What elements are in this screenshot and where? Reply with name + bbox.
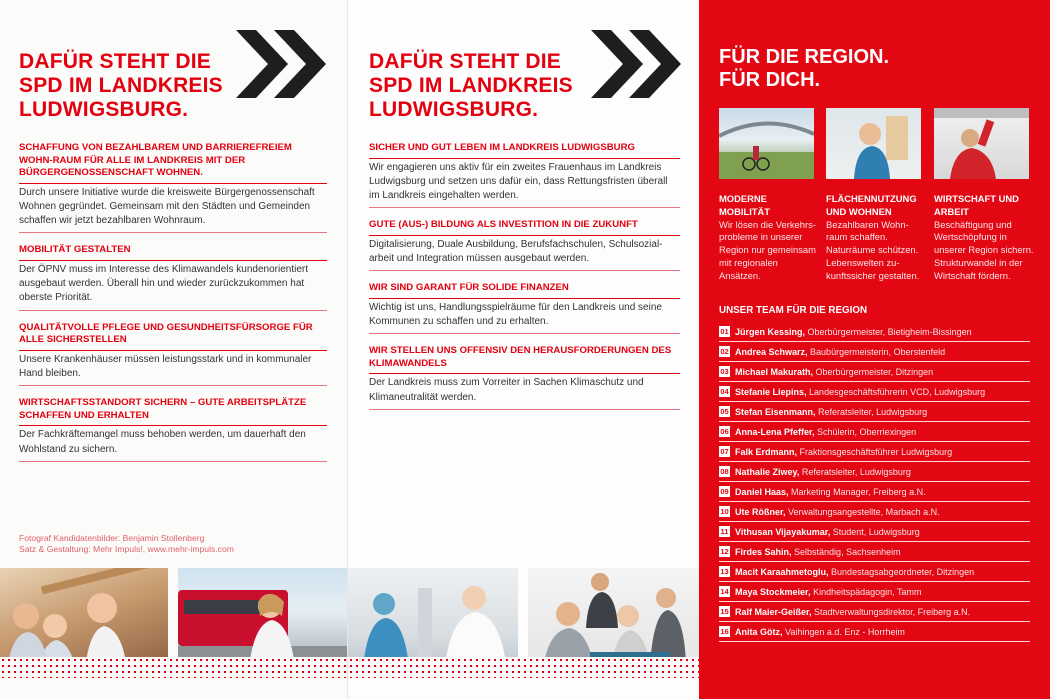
member-name: Falk Erdmann,: [735, 446, 798, 457]
section-body: Der Landkreis muss zum Vorreiter in Sachen Klimaschutz und Klimaneutralität werden.: [369, 374, 680, 409]
member-number-badge: 11: [720, 527, 729, 536]
topic-housing: [826, 193, 926, 283]
member-role: Landesgeschäftsführerin VCD, Ludwigsburg: [809, 386, 986, 397]
member-name: Jürgen Kessing,: [735, 326, 806, 337]
credits: [19, 533, 234, 555]
right-panel: [699, 0, 1050, 699]
member-name: Stefanie Liepins,: [735, 386, 807, 397]
member-number-badge: 08: [720, 467, 729, 476]
work-photo: [934, 108, 1029, 179]
bridge-cyclist-illustration: [719, 108, 814, 179]
middle-photo-strip: [348, 568, 699, 678]
team-member: [719, 362, 1030, 382]
policy-section: [369, 345, 680, 410]
topic-body: Wir lösen die Verkehrs-probleme in unserer Region nur gemeinsam mit regionalen Ansätzen.: [719, 218, 816, 281]
member-name: Andrea Schwarz,: [735, 346, 808, 357]
dot-pattern: [348, 657, 699, 678]
child-illustration: [826, 108, 921, 179]
member-number-badge: 04: [720, 387, 729, 396]
left-photo-strip: [0, 568, 347, 678]
team-member: [719, 502, 1030, 522]
team-member: [719, 522, 1030, 542]
section-body: Der Fachkräftemangel muss behoben werden, um dauerhaft den Wohlstand zu sichern.: [19, 426, 327, 461]
topic-title: WIRTSCHAFT UND ARBEIT: [934, 193, 1019, 217]
section-title: SICHER UND GUT LEBEN IM LANDKREIS LUDWIGSBURG: [369, 142, 680, 159]
member-number-badge: 10: [720, 507, 729, 516]
member-name: Vithusan Vijayakumar,: [735, 526, 831, 537]
headline-line: DAFÜR STEHT DIE: [19, 50, 211, 73]
member-number-badge: 01: [720, 327, 729, 336]
section-title: GUTE (AUS-) BILDUNG ALS INVESTITION IN DIE ZUKUNFT: [369, 219, 680, 236]
policy-section: [369, 142, 680, 208]
section-title: MOBILITÄT GESTALTEN: [19, 244, 327, 261]
headline-line: LUDWIGSBURG.: [19, 98, 189, 121]
section-title: WIRTSCHAFTSSTANDORT SICHERN – GUTE ARBEITSPLÄTZE SCHAFFEN UND ERHALTEN: [19, 397, 327, 426]
team-member: [719, 342, 1030, 362]
left-sections: [19, 142, 327, 473]
topic-body: Bezahlbaren Wohn-raum schaffen. Naturräume schützen. Lebenswelten zu-kunftssicher gestalten.: [826, 218, 920, 281]
team-member: [719, 582, 1030, 602]
middle-panel: [347, 0, 699, 699]
member-name: Michael Makurath,: [735, 366, 814, 377]
member-name: Firdes Sahin,: [735, 546, 792, 557]
team-member: [719, 602, 1030, 622]
member-role: Verwaltungsangestellte, Marbach a.N.: [788, 506, 940, 517]
section-title: SCHAFFUNG VON BEZAHLBAREM UND BARRIEREFREIEM WOHN-RAUM FÜR ALLE IM LANDKREIS MIT DER BÜRGERGENOSSENSCHAFT WOHNEN.: [19, 142, 327, 184]
member-name: Stefan Eisenmann,: [735, 406, 816, 417]
mobility-photo: [719, 108, 814, 179]
left-panel: [0, 0, 347, 699]
section-body: Durch unsere Initiative wurde die kreisweite Bürgergenossenschaft Wohnen gegründet. Gemeinsam mit den Städten und Gemeinden schaffen wir jetzt bezahlbaren Wohnraum.: [19, 184, 327, 234]
member-number-badge: 02: [720, 347, 729, 356]
team-member: [719, 482, 1030, 502]
member-number-badge: 07: [720, 447, 729, 456]
topic-title: MODERNE MOBILITÄT: [719, 193, 771, 217]
policy-section: [369, 282, 680, 334]
member-role: Selbständig, Sachsenheim: [794, 546, 901, 557]
team-member: [719, 542, 1030, 562]
team-member: [719, 622, 1030, 642]
member-role: Marketing Manager, Freiberg a.N.: [791, 486, 926, 497]
photographer-credit: Fotograf Kandidatenbilder: Benjamin Stollenberg: [19, 533, 205, 543]
member-role: Schülerin, Oberriexingen: [817, 426, 917, 437]
section-title: WIR SIND GARANT FÜR SOLIDE FINANZEN: [369, 282, 680, 299]
member-number-badge: 15: [720, 607, 729, 616]
member-number-badge: 13: [720, 567, 729, 576]
member-number-badge: 03: [720, 367, 729, 376]
member-role: Kindheitspädagogin, Tamm: [813, 586, 922, 597]
team-member: [719, 422, 1030, 442]
team-list: [719, 322, 1030, 642]
member-number-badge: 05: [720, 407, 729, 416]
member-role: Vaihingen a.d. Enz - Horrheim: [785, 626, 905, 637]
middle-headline: [369, 50, 573, 122]
topic-title: FLÄCHENNUTZUNG UND WOHNEN: [826, 193, 917, 217]
team-member: [719, 382, 1030, 402]
section-body: Wichtig ist uns, Handlungsspielräume für den Landkreis und seine Kommunen zu schaffen und zu erhalten.: [369, 299, 680, 334]
member-role: Bundestagsabgeordneter, Ditzingen: [831, 566, 975, 577]
member-number-badge: 16: [720, 627, 729, 636]
headline-line: FÜR DIE REGION.: [719, 46, 890, 68]
member-number-badge: 12: [720, 547, 729, 556]
member-name: Anna-Lena Pfeffer,: [735, 426, 815, 437]
middle-sections: [369, 142, 680, 421]
headline-line: FÜR DICH.: [719, 69, 821, 91]
dot-pattern: [0, 657, 347, 678]
section-body: Unsere Krankenhäuser müssen leistungsstark und in kommunaler Hand bleiben.: [19, 351, 327, 386]
section-body: Digitalisierung, Duale Ausbildung, Berufsfachschulen, Schulsozial-arbeit und Integration müssen ausgebaut werden.: [369, 236, 680, 271]
right-headline: [719, 46, 889, 92]
member-role: Student, Ludwigsburg: [832, 526, 920, 537]
member-role: Stadtverwaltungsdirektor, Freiberg a.N.: [814, 606, 971, 617]
member-name: Nathalie Ziwey,: [735, 466, 800, 477]
section-title: QUALITÄTVOLLE PFLEGE UND GESUNDHEITSFÜRSORGE FÜR ALLE SICHERSTELLEN: [19, 322, 327, 351]
member-role: Referatsleiter, Ludwigsburg: [818, 406, 928, 417]
member-number-badge: 09: [720, 487, 729, 496]
team-member: [719, 462, 1030, 482]
headline-line: LUDWIGSBURG.: [369, 98, 539, 121]
member-name: Ute Rößner,: [735, 506, 786, 517]
topic-mobility: [719, 193, 819, 283]
headline-line: SPD IM LANDKREIS: [369, 74, 573, 97]
policy-section: [19, 244, 327, 310]
section-body: Wir engagieren uns aktiv für ein zweites Frauenhaus im Landkreis Ludwigsburg und setzen uns dafür ein, dass Rettungsfristen überall im Landkreis eingehalten werden.: [369, 159, 680, 209]
headline-line: DAFÜR STEHT DIE: [369, 50, 561, 73]
team-member: [719, 322, 1030, 342]
double-chevron-right-icon: [591, 30, 683, 98]
design-credit: Satz & Gestaltung: Mehr Impuls!, www.mehr-impuls.com: [19, 544, 234, 554]
member-role: Fraktionsgeschäftsführer Ludwigsburg: [799, 446, 953, 457]
member-number-badge: 06: [720, 427, 729, 436]
policy-section: [19, 322, 327, 387]
housing-photo: [826, 108, 921, 179]
member-role: Oberbürgermeister, Bietigheim-Bissingen: [807, 326, 972, 337]
headline-line: SPD IM LANDKREIS: [19, 74, 223, 97]
member-role: Referatsleiter, Ludwigsburg: [801, 466, 911, 477]
team-member: [719, 562, 1030, 582]
section-body: Der ÖPNV muss im Interesse des Klimawandels kundenorientiert ausgebaut werden. Überall hin und wieder zurückzukommen hat oberste Priorität.: [19, 261, 327, 311]
policy-section: [19, 142, 327, 233]
topic-body: Beschäftigung und Wertschöpfung in unserer Region sichern. Strukturwandel in der Wirtschaft fördern.: [934, 218, 1034, 281]
team-title: UNSER TEAM FÜR DIE REGION: [719, 305, 868, 316]
member-name: Ralf Maier-Geißer,: [735, 606, 812, 617]
member-role: Oberbürgermeister, Ditzingen: [815, 366, 934, 377]
policy-section: [369, 219, 680, 271]
left-headline: [19, 50, 223, 122]
worker-illustration: [934, 108, 1029, 179]
double-chevron-right-icon: [236, 30, 328, 98]
member-name: Anita Götz,: [735, 626, 783, 637]
topic-work: [934, 193, 1034, 283]
member-name: Maya Stockmeier,: [735, 586, 811, 597]
section-title: WIR STELLEN UNS OFFENSIV DEN HERAUSFORDERUNGEN DES KLIMAWANDELS: [369, 345, 680, 374]
member-number-badge: 14: [720, 587, 729, 596]
member-name: Macit Karaahmetoglu,: [735, 566, 829, 577]
team-member: [719, 402, 1030, 422]
member-role: Baubürgermeisterin, Oberstenfeld: [810, 346, 946, 357]
member-name: Daniel Haas,: [735, 486, 789, 497]
policy-section: [19, 397, 327, 462]
team-member: [719, 442, 1030, 462]
